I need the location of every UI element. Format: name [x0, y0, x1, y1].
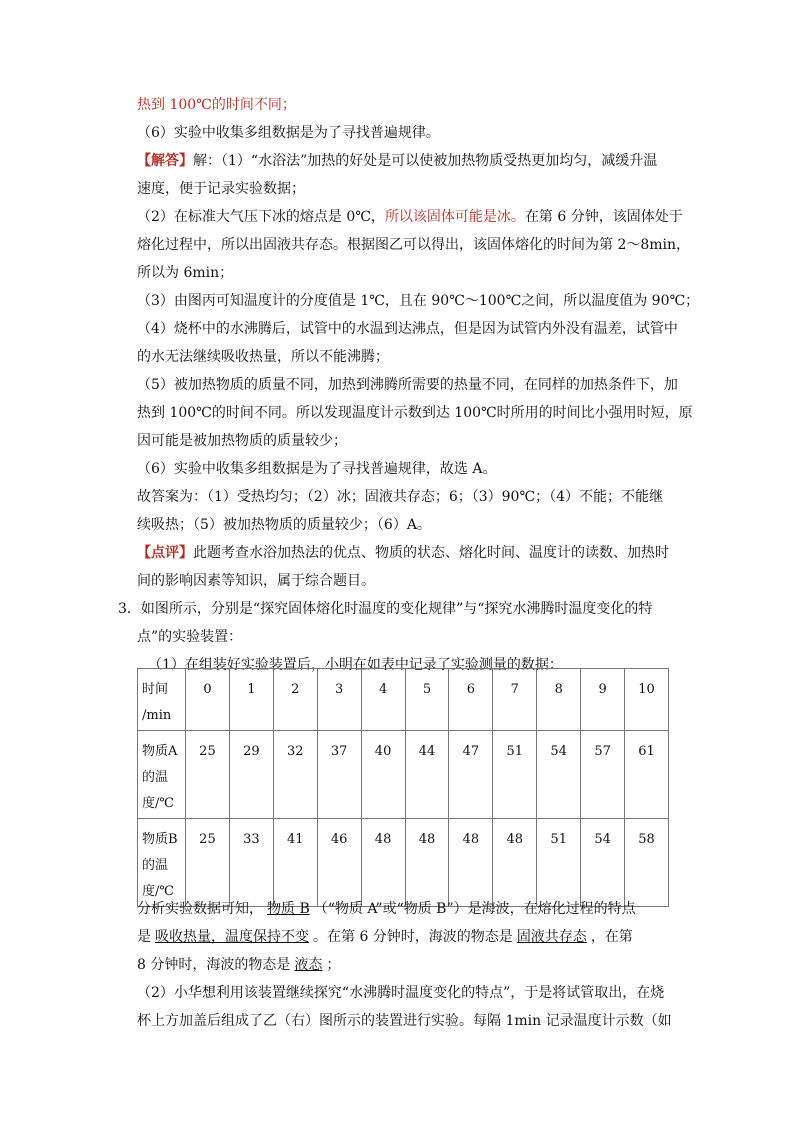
value-cell: 40 — [361, 731, 405, 819]
text-line: 的水无法继续吸收热量，所以不能沸腾； — [137, 349, 389, 365]
text-span: 分析实验数据可知， — [137, 901, 263, 917]
value-cell: 32 — [273, 731, 317, 819]
time-cell: 4 — [361, 669, 405, 731]
value-cell: 48 — [361, 819, 405, 907]
time-cell: 5 — [405, 669, 449, 731]
header-label: 时间 — [142, 682, 169, 697]
text-span: 8 分钟时，海波的物态是 — [137, 957, 291, 973]
text-line: （2）小华想利用该装置继续探究“水沸腾时温度变化的特点”，于是将试管取出，在烧 — [137, 985, 665, 1001]
text-line: 热到 100℃的时间不同。所以发现温度计示数到达 100℃时所用的时间比小强用时短，原 — [137, 405, 693, 421]
text-line: 点”的实验装置： — [137, 629, 243, 645]
table-header-cell — [138, 731, 186, 819]
text-line: 所以为 6min； — [137, 265, 234, 281]
text-line: 熔化过程中，所以出固液共存态。根据图乙可以得出，该固体熔化的时间为第 2～8min， — [137, 237, 691, 253]
text-span: ，在第 — [590, 929, 633, 945]
table-row — [138, 819, 669, 907]
text-line: （1）在组装好实验装置后，小明在如表中记录了实验测量的数据： — [148, 657, 563, 673]
value-cell: 47 — [449, 731, 493, 819]
text-span: 是 — [137, 929, 151, 945]
value-cell: 57 — [581, 731, 625, 819]
fill-blank-answer: 固液共存态 — [516, 929, 587, 945]
value-cell: 48 — [449, 819, 493, 907]
comment-text: 此题考查水浴加热法的优点、物质的状态、熔化时间、温度计的读数、加热时 — [193, 545, 669, 561]
row-label: 的温 — [142, 770, 169, 785]
text-line — [137, 208, 683, 226]
text-line: 续吸热；（5）被加热物质的质量较少；（6）A。 — [137, 517, 431, 533]
time-cell: 2 — [273, 669, 317, 731]
time-cell: 1 — [229, 669, 273, 731]
value-cell: 41 — [273, 819, 317, 907]
value-cell: 51 — [537, 819, 581, 907]
row-label: 度/℃ — [142, 796, 174, 811]
time-cell: 9 — [581, 669, 625, 731]
header-label: /min — [142, 708, 172, 723]
fill-blank-answer: 液态 — [294, 957, 323, 973]
text-line: 速度，便于记录实验数据； — [137, 181, 305, 197]
text-line — [137, 956, 340, 974]
text-line: 热到 100℃的时间不同； — [137, 97, 296, 113]
text-span: ； — [326, 957, 341, 973]
table-header-cell — [138, 669, 186, 731]
text-line — [137, 928, 633, 946]
data-table — [137, 668, 669, 907]
table-row — [138, 731, 669, 819]
text-line: （6）实验中收集多组数据是为了寻找普遍规律，故选 A。 — [137, 461, 497, 477]
fill-blank-answer: 吸收热量，温度保持不变 — [155, 929, 309, 945]
text-line: （6）实验中收集多组数据是为了寻找普遍规律。 — [137, 125, 440, 141]
row-label: 物质B — [142, 832, 178, 847]
fill-blank-answer: 物质 B — [267, 901, 310, 917]
row-label: 的温 — [142, 858, 169, 873]
time-cell: 0 — [186, 669, 230, 731]
text-line: 故答案为：（1）受热均匀；（2）冰；固液共存态；6；（3）90℃；（4）不能；不能继 — [137, 489, 664, 505]
text-line: （3）由图丙可知温度计的分度值是 1℃，且在 90℃～100℃之间，所以温度值为 90℃； — [137, 293, 700, 309]
time-cell: 7 — [493, 669, 537, 731]
value-cell: 51 — [493, 731, 537, 819]
row-label: 度/℃ — [142, 884, 174, 899]
question-number: 3． — [118, 601, 141, 617]
value-cell: 46 — [317, 819, 361, 907]
value-cell: 29 — [229, 731, 273, 819]
value-cell: 25 — [186, 819, 230, 907]
value-cell: 58 — [625, 819, 669, 907]
value-cell: 48 — [405, 819, 449, 907]
value-cell: 61 — [625, 731, 669, 819]
value-cell: 25 — [186, 731, 230, 819]
value-cell: 48 — [493, 819, 537, 907]
question-text: 如图所示，分别是“探究固体熔化时温度的变化规律”与“探究水沸腾时温度变化的特 — [140, 601, 653, 617]
time-cell: 8 — [537, 669, 581, 731]
value-cell: 37 — [317, 731, 361, 819]
comment-tag: 【点评】 — [137, 545, 193, 561]
text-span: （2）在标准大气压下冰的熔点是 0℃， — [137, 209, 385, 225]
text-line: 杯上方加盖后组成了乙（右）图所示的装置进行实验。每隔 1min 记录温度计示数（如 — [137, 1013, 672, 1029]
text-span: （“物质 A”或“物质 B”）是海波，在熔化过程的特点 — [313, 901, 636, 917]
text-span: 在第 6 分钟，该固体处于 — [524, 209, 683, 225]
time-cell: 10 — [625, 669, 669, 731]
text-line: （4）烧杯中的水沸腾后，试管中的水温到达沸点，但是因为试管内外没有温差，试管中 — [137, 321, 678, 337]
text-line — [137, 900, 636, 918]
question-line — [118, 600, 652, 618]
answer-line — [137, 152, 657, 170]
answer-text: 解：（1）“水浴法”加热的好处是可以使被加热物质受热更加均匀，减缓升温 — [193, 153, 658, 169]
value-cell: 54 — [537, 731, 581, 819]
answer-tag: 【解答】 — [137, 153, 193, 169]
time-cell: 6 — [449, 669, 493, 731]
text-line: 因可能是被加热物质的质量较少； — [137, 433, 347, 449]
time-cell: 3 — [317, 669, 361, 731]
value-cell: 33 — [229, 819, 273, 907]
comment-line — [137, 544, 669, 562]
table-header-cell — [138, 819, 186, 907]
text-span-red: 所以该固体可能是冰。 — [384, 209, 525, 225]
row-label: 物质A — [142, 744, 178, 759]
value-cell: 44 — [405, 731, 449, 819]
text-span: 。在第 6 分钟时，海波的物态是 — [313, 929, 513, 945]
table-row — [138, 669, 669, 731]
text-line: 间的影响因素等知识，属于综合题目。 — [137, 573, 375, 589]
text-line: （5）被加热物质的质量不同，加热到沸腾所需要的热量不同，在同样的加热条件下，加 — [137, 377, 678, 393]
value-cell: 54 — [581, 819, 625, 907]
